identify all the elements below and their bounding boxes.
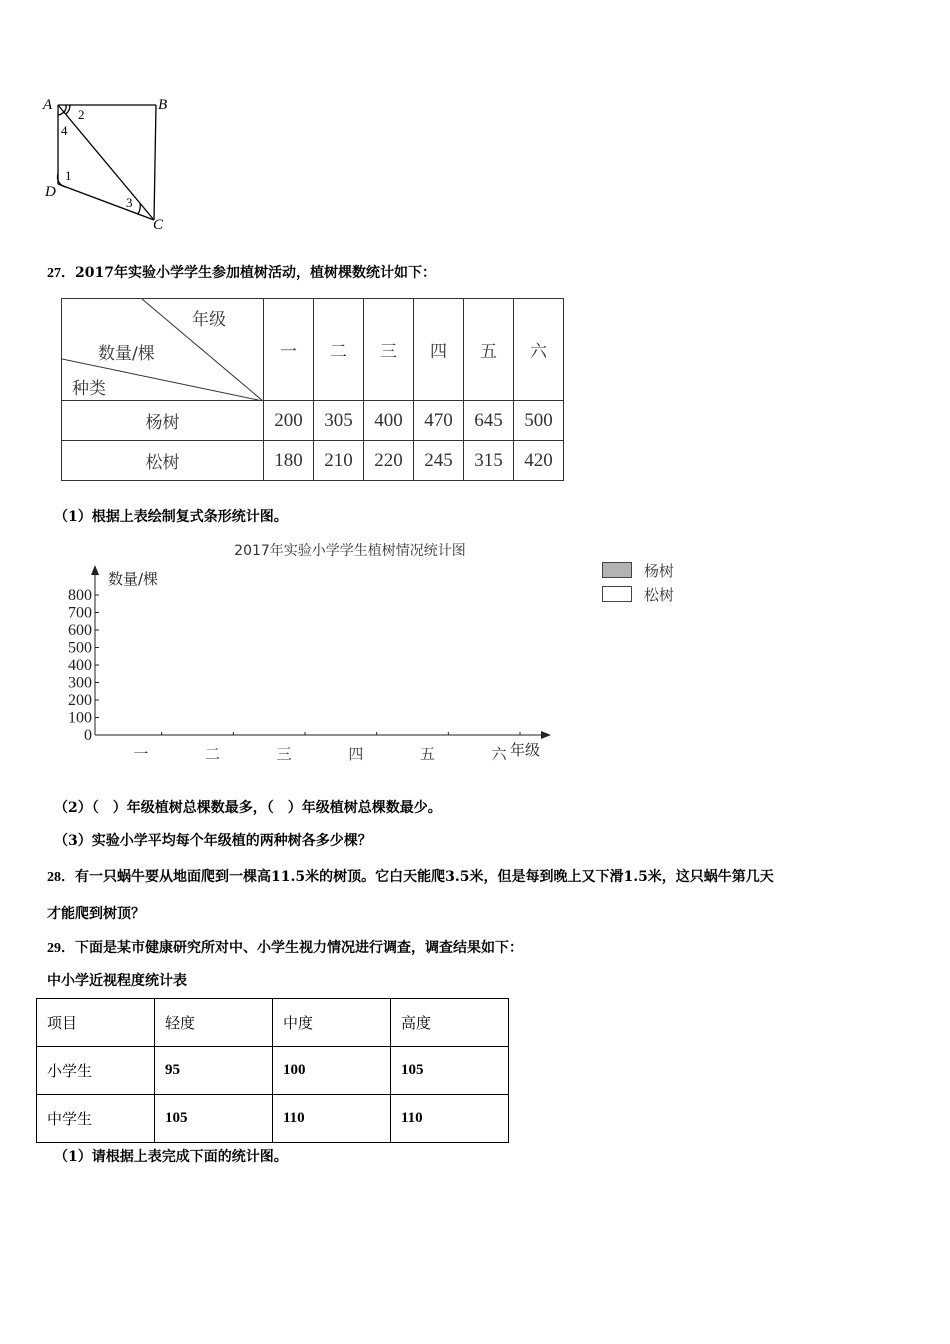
header-grade-label: 年级 [192, 310, 226, 330]
table-row [37, 1095, 509, 1143]
q28-line1 [47, 866, 774, 886]
header-quantity-label: 数量/棵 [98, 344, 155, 364]
vertex-a-label: A [43, 97, 53, 113]
row-label-poplar: 杨树 [62, 401, 264, 441]
angle-1-label: 1 [65, 168, 72, 183]
y-tick-label: 300 [68, 674, 92, 692]
x-category-label: 三 [276, 745, 292, 763]
angle-3-label: 3 [126, 195, 133, 210]
table-cell: 500 [514, 401, 564, 441]
table-cell: 220 [364, 441, 414, 481]
table-header-cell: 轻度 [155, 999, 273, 1047]
legend-swatch-poplar [602, 562, 632, 578]
table-header-cell: 项目 [37, 999, 155, 1047]
table-cell: 470 [414, 401, 464, 441]
table-row [62, 441, 564, 481]
x-axis-arrow [541, 731, 551, 739]
table-cell: 95 [155, 1047, 273, 1095]
x-category-label: 六 [491, 745, 507, 763]
q27-part3: （3）实验小学平均每个年级植的两种树各多少棵？ [54, 833, 372, 849]
q27-text: 2017年实验小学学生参加植树活动，植树棵数统计如下： [75, 265, 436, 281]
y-tick-label: 600 [68, 622, 92, 639]
y-tick-label: 500 [68, 639, 92, 657]
y-axis-arrow [91, 565, 99, 575]
table-cell: 400 [364, 401, 414, 441]
vertex-b-label: B [158, 97, 168, 113]
table-cell: 110 [273, 1095, 391, 1143]
table-cell: 105 [391, 1047, 509, 1095]
legend-item-poplar [602, 558, 674, 582]
q29-table-title: 中小学近视程度统计表 [47, 973, 187, 989]
y-tick-label: 100 [68, 709, 92, 727]
vertex-c-label: C [153, 217, 164, 233]
table-row [37, 1047, 509, 1095]
grade-header: 二 [314, 299, 364, 401]
q29-prompt [47, 937, 523, 957]
q27-part1: （1）根据上表绘制复式条形统计图。 [54, 509, 288, 525]
table-cell: 180 [264, 441, 314, 481]
x-category-label: 四 [348, 745, 364, 763]
quadrilateral-figure [40, 92, 180, 234]
table-cell: 305 [314, 401, 364, 441]
legend-swatch-pine [602, 586, 632, 602]
table-cell: 645 [464, 401, 514, 441]
angle-arc-4 [58, 112, 64, 115]
q27-prompt [47, 262, 436, 282]
angle-arc-2 [64, 105, 66, 112]
chart-y-axis-label: 数量/棵 [108, 570, 159, 588]
q29-text: 下面是某市健康研究所对中、小学生视力情况进行调查，调查结果如下： [75, 940, 523, 956]
grade-header: 五 [464, 299, 514, 401]
table-cell: 420 [514, 441, 564, 481]
x-category-label: 五 [419, 745, 436, 763]
x-category-label: 一 [133, 745, 149, 763]
chart-legend [602, 558, 674, 606]
table-row [62, 401, 564, 441]
angle-2-label: 2 [78, 107, 85, 122]
legend-label-poplar: 杨树 [644, 561, 675, 580]
table-cell: 210 [314, 441, 364, 481]
table-cell: 200 [264, 401, 314, 441]
angle-arc-3 [138, 203, 140, 214]
q28-line2: 才能爬到树顶？ [47, 906, 145, 922]
y-tick-label: 400 [68, 657, 92, 674]
table-cell: 100 [273, 1047, 391, 1095]
grade-header: 六 [514, 299, 564, 401]
grade-header: 一 [264, 299, 314, 401]
grade-header: 四 [414, 299, 464, 401]
q27-number: 27． [47, 266, 75, 281]
table-cell: 小学生 [37, 1047, 155, 1095]
header-type-label: 种类 [72, 379, 106, 399]
table-cell: 315 [464, 441, 514, 481]
q28-text: 有一只蜗牛要从地面爬到一棵高11.5米的树顶。它白天能爬3.5米，但是每到晚上又下滑1.5米，这只蜗牛第几天 [75, 869, 774, 885]
table-header-cell: 高度 [391, 999, 509, 1047]
table-cell: 105 [155, 1095, 273, 1143]
legend-label-pine: 松树 [644, 585, 675, 604]
table-cell: 110 [391, 1095, 509, 1143]
legend-item-pine [602, 582, 674, 606]
table-cell: 245 [414, 441, 464, 481]
q29-number: 29． [47, 941, 75, 956]
tree-bar-chart [55, 535, 575, 770]
tree-count-table [61, 298, 564, 481]
segment-bc [154, 105, 156, 220]
grade-header: 三 [364, 299, 414, 401]
table-cell: 中学生 [37, 1095, 155, 1143]
vertex-d-label: D [45, 184, 56, 200]
chart-x-axis-label: 年级 [510, 741, 541, 759]
q28-number: 28． [47, 870, 75, 885]
vision-table [36, 998, 509, 1143]
y-tick-label: 200 [68, 692, 92, 709]
table-row [37, 999, 509, 1047]
angle-4-label: 4 [61, 123, 68, 138]
y-tick-label: 800 [68, 587, 92, 604]
row-label-pine: 松树 [62, 441, 264, 481]
diagonal-header-cell [62, 299, 264, 401]
segment-ac [58, 105, 154, 220]
chart-title: 2017年实验小学学生植树情况统计图 [234, 543, 466, 559]
y-tick-label: 700 [68, 604, 92, 622]
y-tick-label: 0 [84, 727, 92, 744]
x-category-label: 二 [204, 745, 221, 763]
table-header-cell: 中度 [273, 999, 391, 1047]
q29-part1: （1）请根据上表完成下面的统计图。 [54, 1149, 288, 1165]
q27-part2: （2）（ ）年级植树总棵数最多，（ ）年级植树总棵数最少。 [54, 800, 442, 816]
